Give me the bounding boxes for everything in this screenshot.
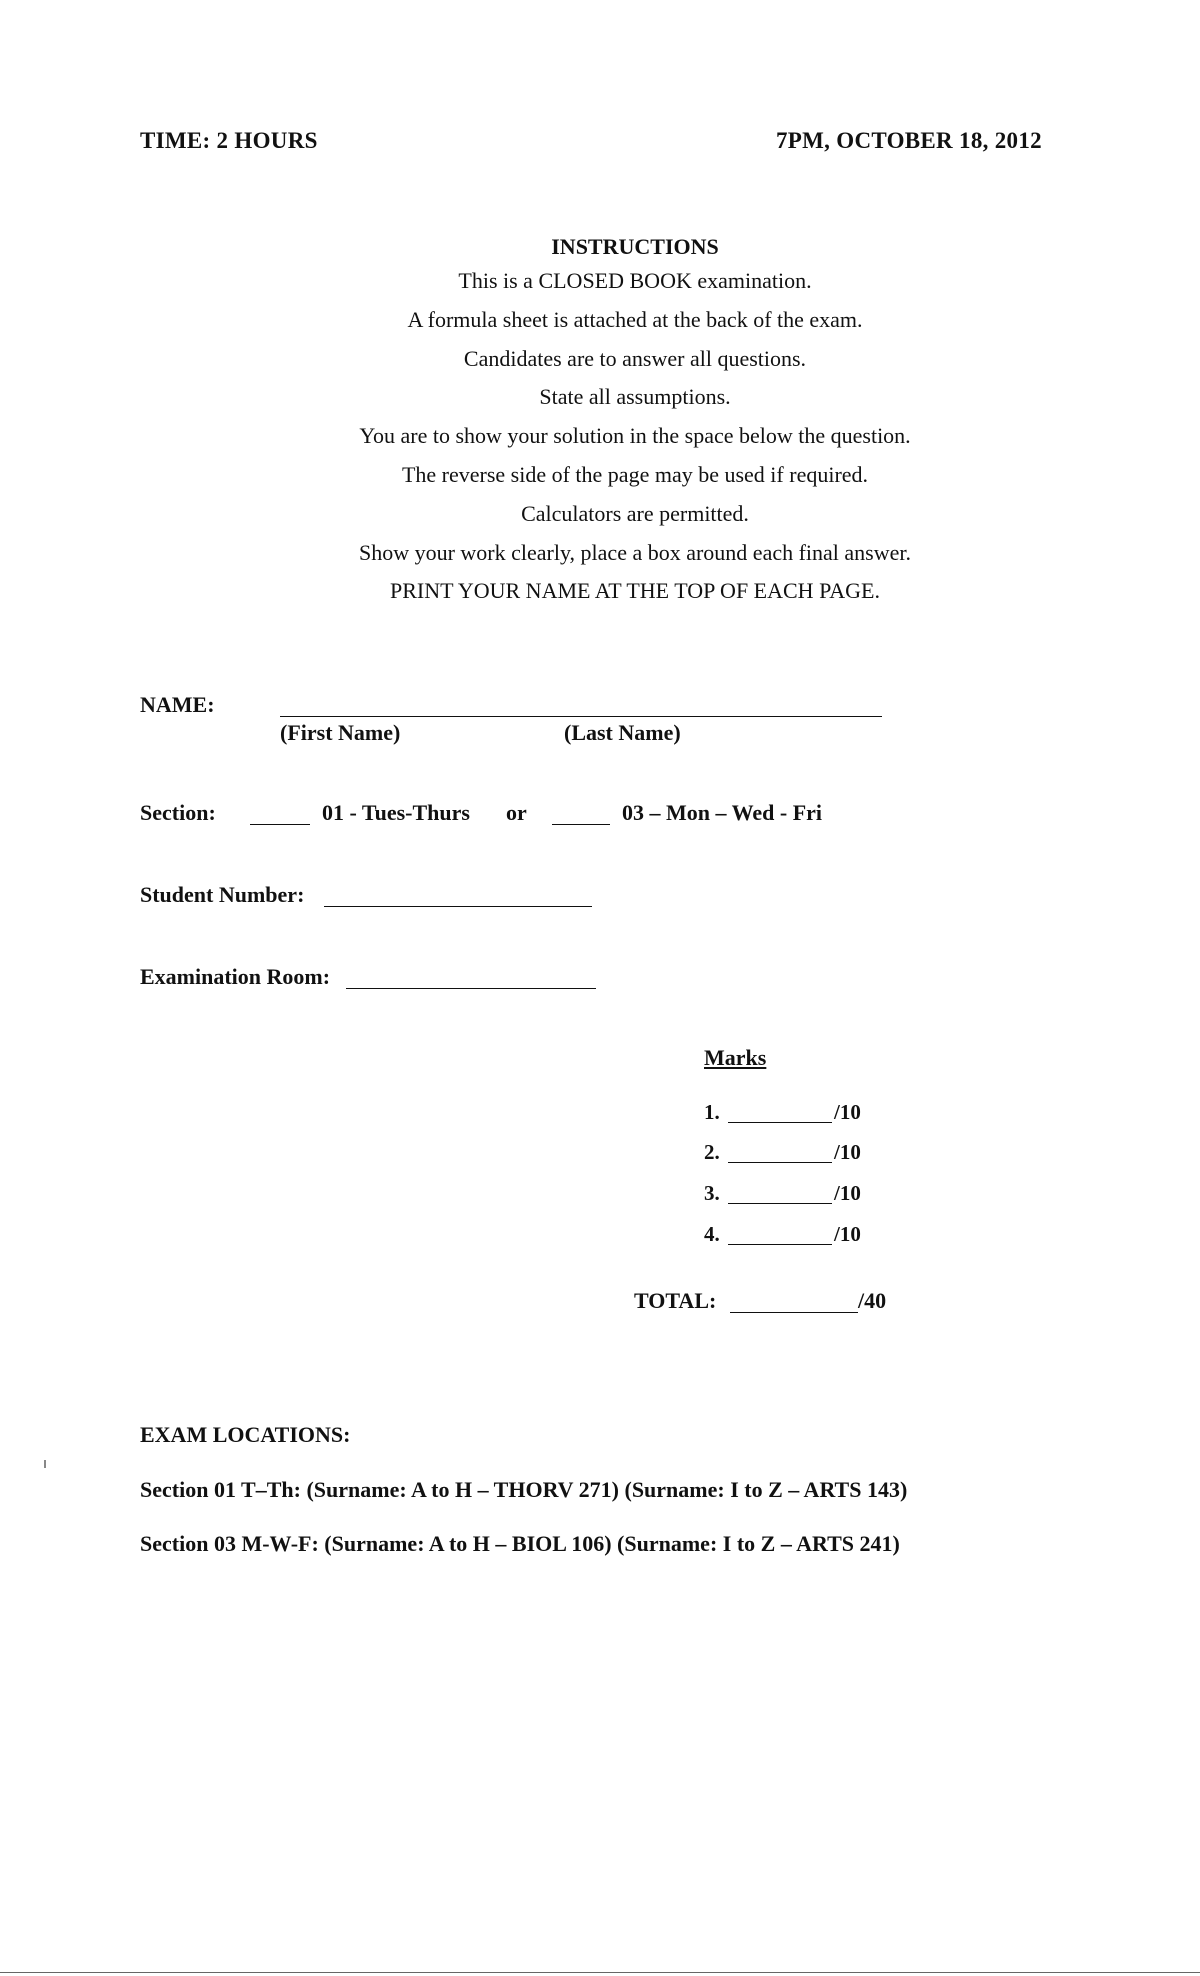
mark-row-number: 4. [704, 1222, 720, 1246]
mark-row-max: /10 [834, 1181, 861, 1205]
mark-blank [728, 1203, 832, 1204]
total-blank [730, 1312, 858, 1313]
exam-room-label: Examination Room: [140, 964, 331, 989]
total-label: TOTAL: [634, 1288, 717, 1313]
instructions-block [0, 232, 1200, 611]
mark-blank [728, 1244, 832, 1245]
mark-blank [728, 1122, 832, 1123]
page-bottom-edge [0, 1972, 1200, 1973]
instruction-line: State all assumptions. [539, 384, 731, 410]
total-max: /40 [858, 1288, 887, 1313]
name-label: NAME: [140, 692, 215, 717]
mark-row-number: 1. [704, 1100, 720, 1124]
instruction-line: Calculators are permitted. [521, 500, 749, 526]
instruction-line: This is a CLOSED BOOK examination. [458, 268, 812, 293]
instruction-line: Candidates are to answer all questions. [463, 345, 807, 371]
last-name-label: (Last Name) [564, 720, 681, 745]
mark-row-max: /10 [834, 1100, 861, 1124]
instruction-line: The reverse side of the page may be used if required. [401, 461, 869, 487]
section-label: Section: [140, 800, 216, 825]
exam-location-section-03: Section 03 M-W-F: (Surname: A to H – BIOL 106) (Surname: I to Z – ARTS 241) [140, 1531, 900, 1556]
section-option-03: 03 – Mon – Wed - Fri [622, 800, 823, 825]
instruction-line: Show your work clearly, place a box around each final answer. [358, 539, 912, 565]
exam-date: 7PM, OCTOBER 18, 2012 [776, 128, 1042, 153]
first-name-label: (First Name) [280, 720, 401, 745]
section-01-checkbox-line[interactable] [250, 824, 310, 825]
instruction-line: PRINT YOUR NAME AT THE TOP OF EACH PAGE. [390, 578, 880, 604]
instruction-line: A formula sheet is attached at the back of the exam. [407, 306, 863, 332]
section-option-01: 01 - Tues-Thurs [322, 800, 470, 825]
mark-row-max: /10 [834, 1140, 861, 1164]
mark-row-number: 3. [704, 1181, 720, 1205]
exam-location-section-01: Section 01 T–Th: (Surname: A to H – THORV 271) (Surname: I to Z – ARTS 143) [140, 1477, 908, 1502]
instruction-line: You are to show your solution in the space below the question. [359, 423, 911, 449]
instructions-title: INSTRUCTIONS [551, 234, 719, 259]
exam-locations-title: EXAM LOCATIONS: [140, 1422, 351, 1447]
name-field[interactable] [280, 716, 882, 717]
section-or-label: or [506, 800, 527, 825]
student-number-field[interactable] [324, 906, 592, 907]
student-number-label: Student Number: [140, 882, 305, 907]
mark-row-number: 2. [704, 1140, 720, 1164]
marks-title: Marks [704, 1045, 767, 1070]
section-03-checkbox-line[interactable] [552, 824, 610, 825]
exam-room-field[interactable] [346, 988, 596, 989]
exam-duration: TIME: 2 HOURS [140, 128, 318, 153]
mark-blank [728, 1162, 832, 1163]
scan-speck [44, 1460, 46, 1468]
mark-row-max: /10 [834, 1222, 861, 1246]
